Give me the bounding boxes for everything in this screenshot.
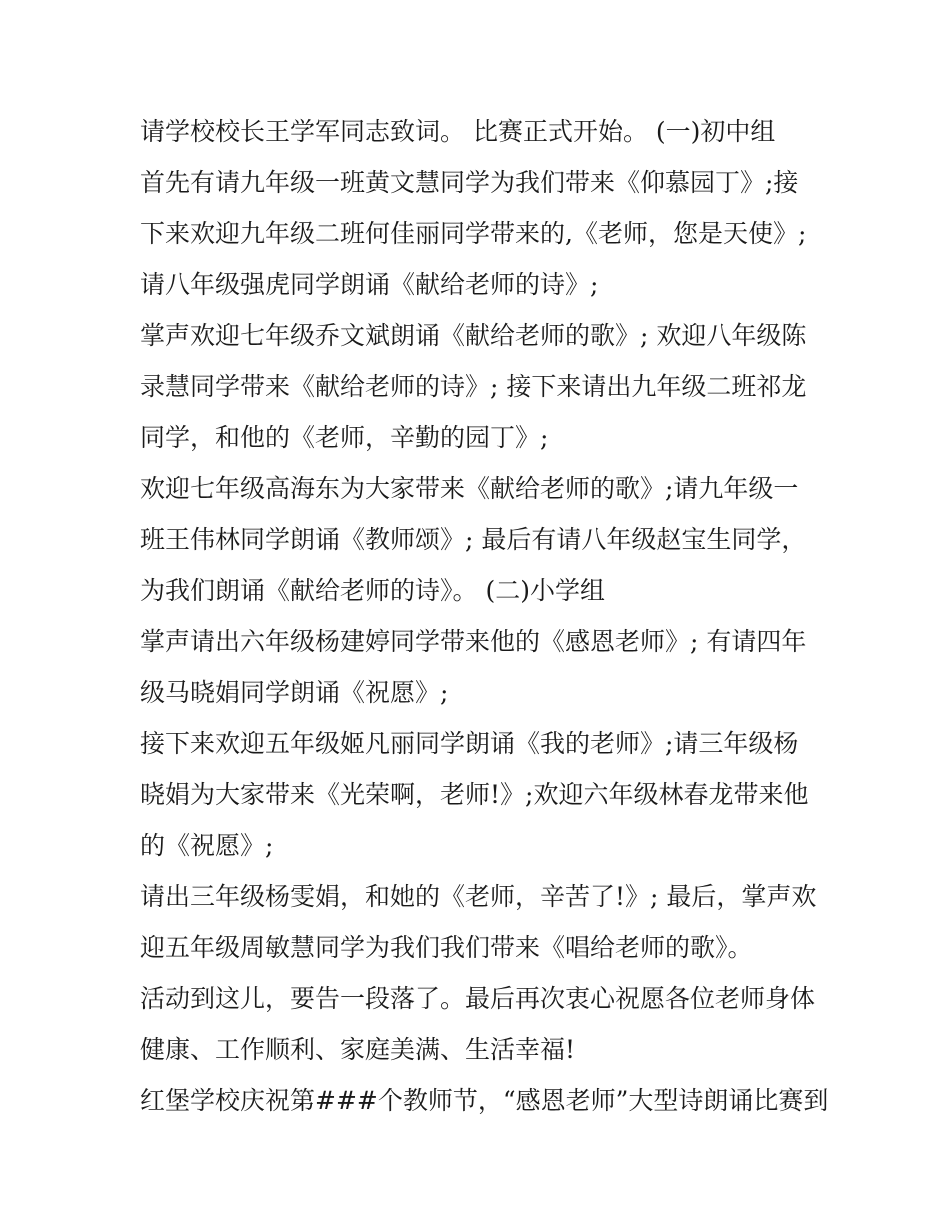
text-line: 首先有请九年级一班黄文慧同学为我们带来《仰慕园丁》;接	[140, 168, 799, 197]
text-line: 欢迎七年级高海东为大家带来《献给老师的歌》;请九年级一	[140, 474, 799, 503]
text-line: 级马晓娟同学朗诵《祝愿》;	[140, 678, 449, 707]
text-line: 接下来欢迎五年级姬凡丽同学朗诵《我的老师》;请三年级杨	[140, 729, 799, 758]
text-line: 同学，和他的《老师，辛勤的园丁》;	[140, 423, 549, 452]
text-line: 活动到这儿，要告一段落了。最后再次衷心祝愿各位老师身体	[140, 984, 816, 1013]
text-line: 班王伟林同学朗诵《教师颂》; 最后有请八年级赵宝生同学，	[140, 525, 807, 554]
text-line: 请出三年级杨雯娟，和她的《老师，辛苦了!》; 最后，掌声欢	[140, 882, 817, 911]
text-line: 下来欢迎九年级二班何佳丽同学带来的,《老师，您是天使》;	[140, 219, 807, 248]
text-line: 为我们朗诵《献给老师的诗》。 (二)小学组	[140, 576, 605, 605]
text-line: 掌声欢迎七年级乔文斌朗诵《献给老师的歌》; 欢迎八年级陈	[140, 321, 807, 350]
text-line: 迎五年级周敏慧同学为我们我们带来《唱给老师的歌》。	[140, 933, 753, 962]
text-line: 掌声请出六年级杨建婷同学带来他的《感恩老师》; 有请四年	[140, 627, 807, 656]
text-line: 录慧同学带来《献给老师的诗》; 接下来请出九年级二班祁龙	[140, 372, 807, 401]
text-line: 红堡学校庆祝第###个教师节，“感恩老师”大型诗朗诵比赛到	[140, 1086, 829, 1115]
text-line: 的《祝愿》;	[140, 831, 274, 860]
text-line: 晓娟为大家带来《光荣啊，老师!》;欢迎六年级林春龙带来他	[140, 780, 809, 809]
text-line: 健康、工作顺利、家庭美满、生活幸福!	[140, 1035, 576, 1064]
document-body	[140, 106, 830, 1126]
text-line: 请学校校长王学军同志致词。 比赛正式开始。 (一)初中组	[140, 117, 776, 146]
text-line: 请八年级强虎同学朗诵《献给老师的诗》;	[140, 270, 599, 299]
